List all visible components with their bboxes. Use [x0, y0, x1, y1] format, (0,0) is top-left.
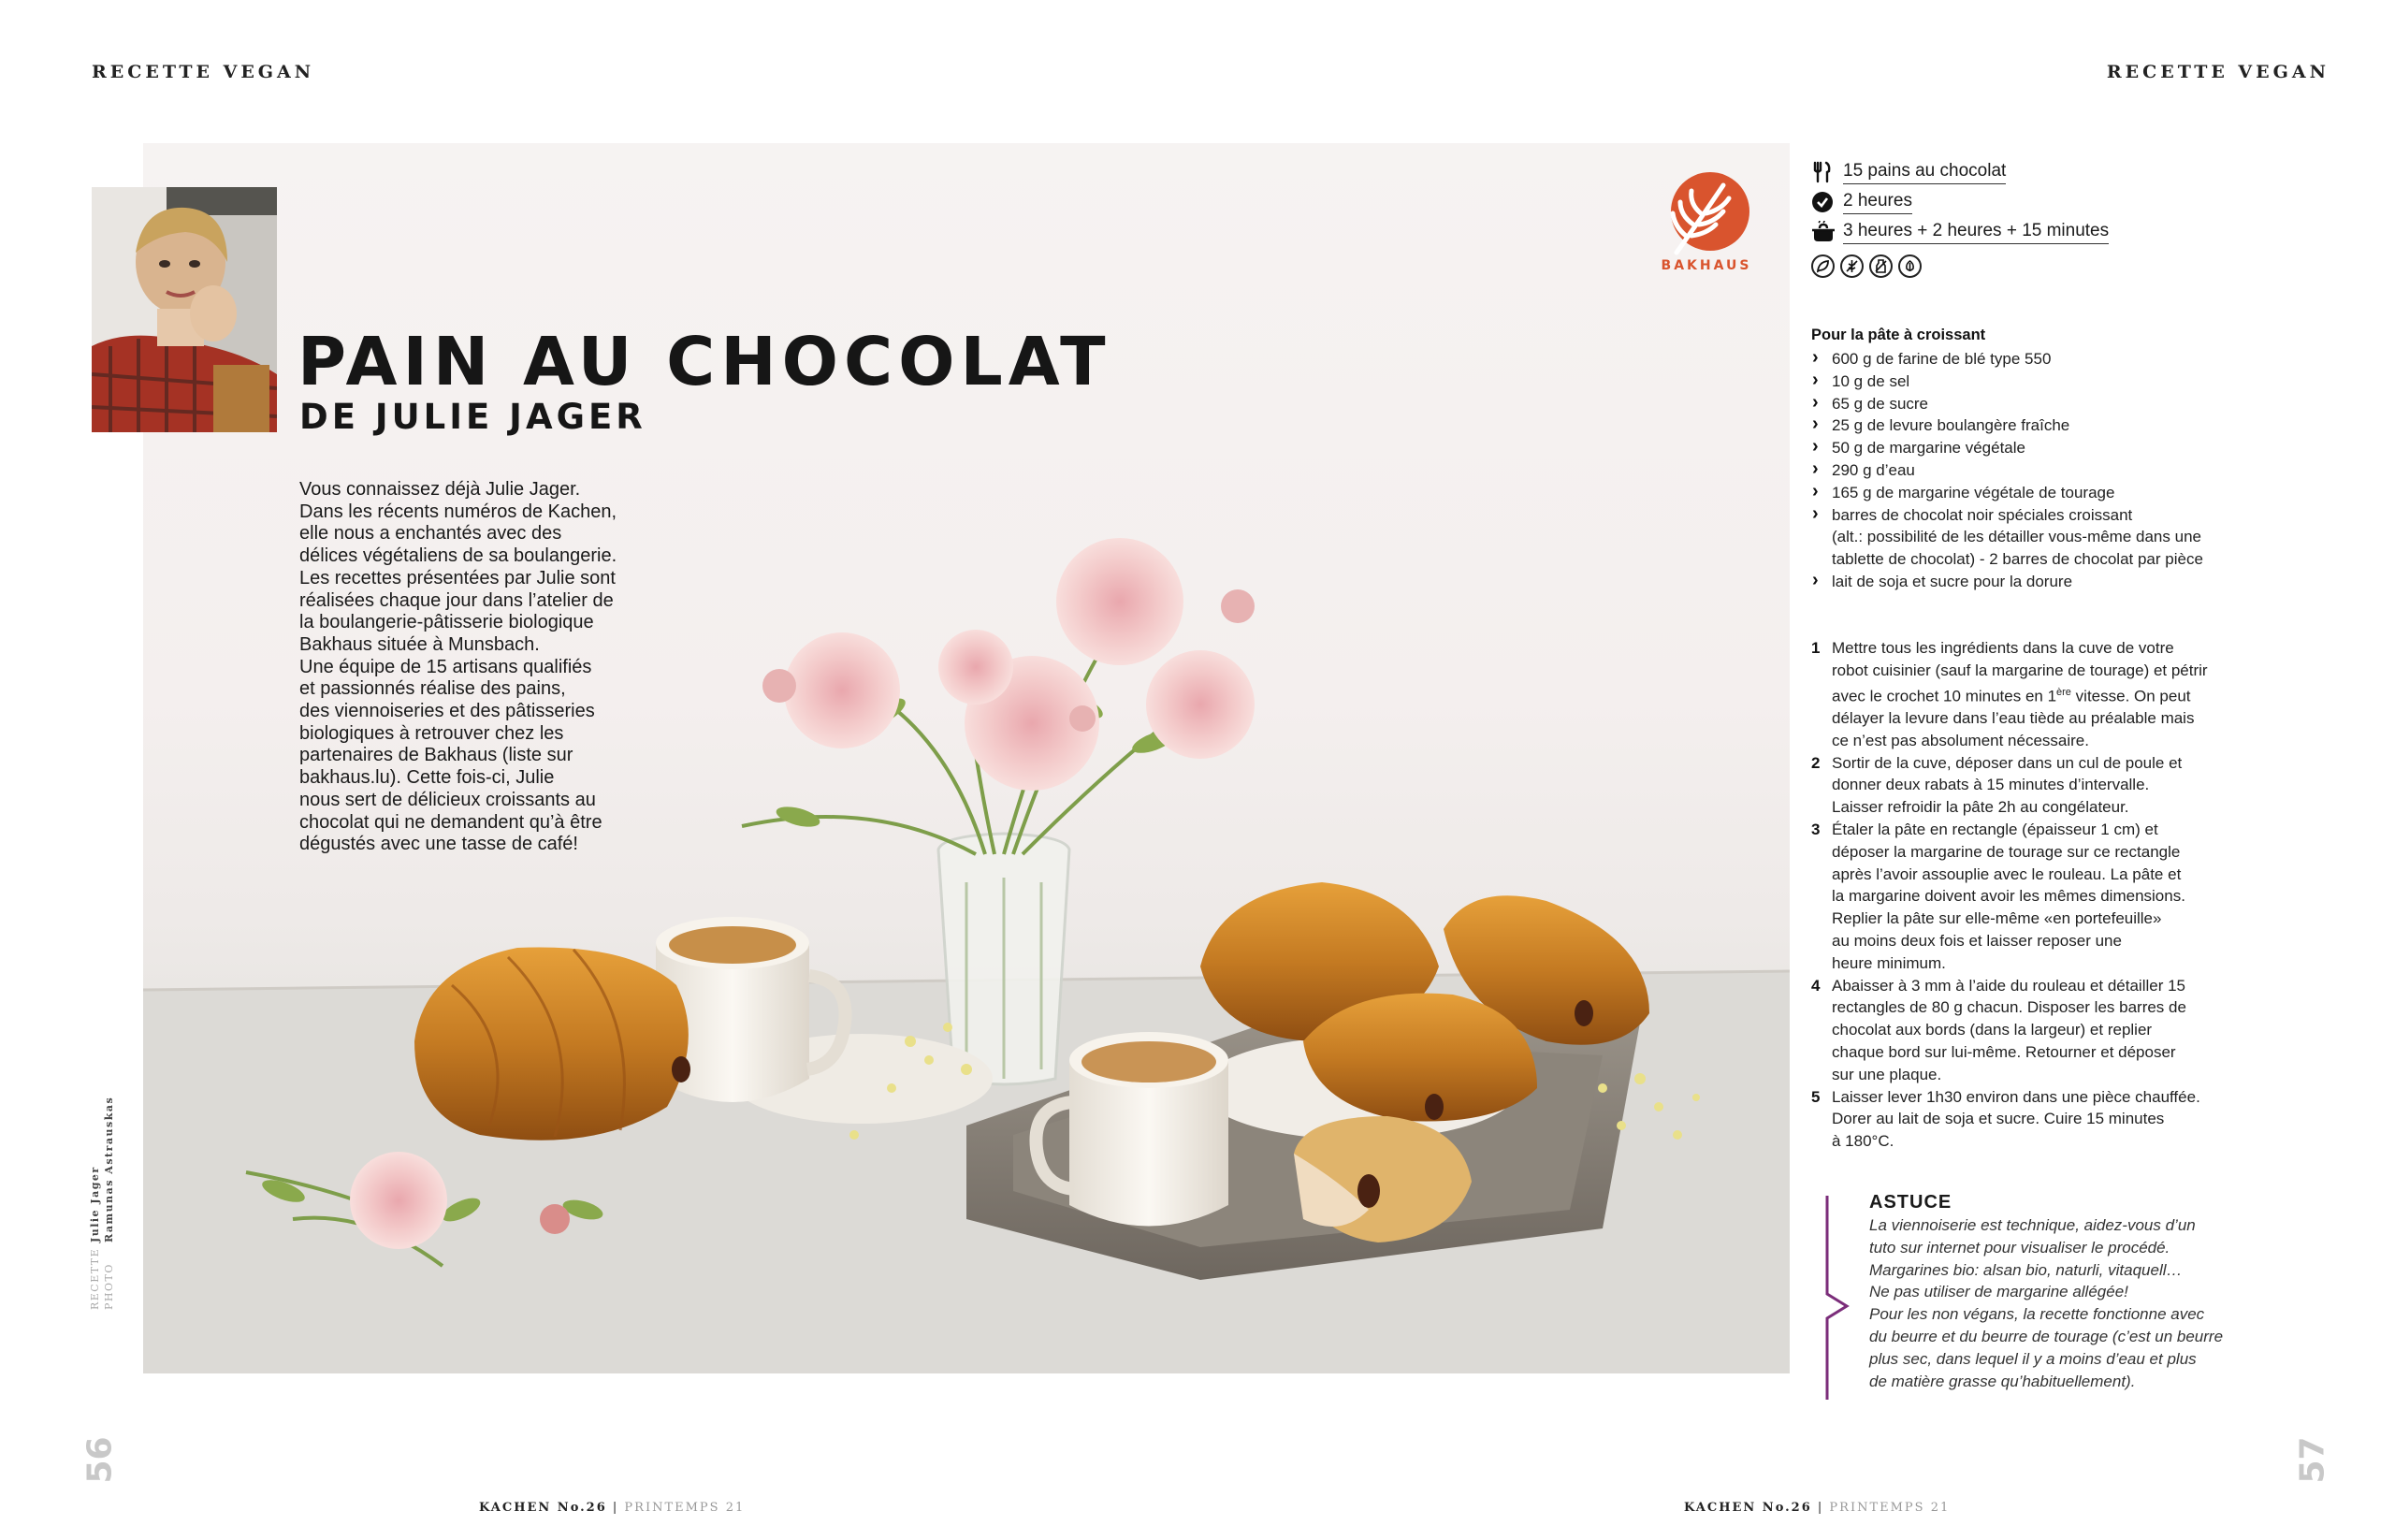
ingredient-item: › lait de soja et sucre pour la dorure	[1811, 571, 2279, 593]
step-line: robot cuisinier (sauf la margarine de tourage) et pétrir	[1832, 661, 2208, 679]
step-2	[1811, 752, 2279, 819]
intro-line: Les recettes présentées par Julie sont	[299, 567, 616, 588]
ingredients-list	[1811, 348, 2279, 593]
tip-line: tuto sur internet pour visualiser le procédé.	[1869, 1238, 2170, 1257]
check-circle-icon	[1811, 190, 1839, 214]
step-line: la margarine doivent avoir les mêmes dimensions.	[1832, 887, 2185, 906]
diet-badges	[1811, 254, 2109, 278]
step-4	[1811, 975, 2279, 1086]
ingredient-item: › 25 g de levure boulangère fraîche	[1811, 414, 2279, 437]
folio-magazine: KACHEN No.26	[479, 1501, 607, 1515]
folio-issue: PRINTEMPS 21	[624, 1501, 746, 1515]
step-line: Laisser lever 1h30 environ dans une pièce chauffée.	[1832, 1087, 2200, 1106]
step-number: 5	[1811, 1087, 1821, 1106]
author-portrait	[92, 187, 277, 432]
intro-line: réalisées chaque jour dans l’atelier de	[299, 589, 614, 611]
recipe-meta	[1811, 157, 2109, 278]
photo-credits	[88, 1095, 116, 1310]
tip-bracket	[1824, 1196, 1852, 1402]
tip-text	[1869, 1214, 2281, 1392]
credit-recipe-label: RECETTE	[89, 1247, 101, 1310]
step-line: après l’avoir assouplie avec le rouleau. La pâte et	[1832, 864, 2182, 883]
intro-line: chocolat qui ne demandent qu’à être	[299, 811, 602, 833]
step-5	[1811, 1086, 2279, 1153]
credit-recipe	[88, 1095, 102, 1310]
step-line: Abaisser à 3 mm à l’aide du rouleau et détailler 15	[1832, 976, 2185, 995]
step-line: déposer la margarine de tourage sur ce rectangle	[1832, 842, 2181, 861]
prep-time-text: 2 heures	[1843, 191, 1912, 214]
intro-line: Vous connaissez déjà Julie Jager.	[299, 479, 581, 500]
step-line: Replier la pâte sur elle-même «en portefeuille»	[1832, 909, 2162, 928]
no-gluten-icon	[1840, 254, 1864, 278]
step-line: Étaler la pâte en rectangle (épaisseur 1 cm) et	[1832, 821, 2158, 839]
no-dairy-icon	[1869, 254, 1893, 278]
step-line: Laisser refroidir la pâte 2h au congélateur.	[1832, 798, 2129, 817]
intro-line: elle nous a enchantés avec des	[299, 523, 562, 545]
intro-line: dégustés avec une tasse de café!	[299, 834, 578, 855]
folio-separator: |	[1811, 1501, 1830, 1515]
bakhaus-logo-text: BAKHAUS	[1661, 258, 1752, 273]
credit-photo	[102, 1095, 116, 1310]
cooking-pot-icon	[1811, 220, 1839, 244]
folio-left	[479, 1501, 745, 1515]
prep-time-row	[1811, 187, 2109, 217]
intro-line: et passionnés réalise des pains,	[299, 678, 566, 700]
step-line: Mettre tous les ingrédients dans la cuve de votre	[1832, 639, 2174, 657]
ingredient-item: › 165 g de margarine végétale de tourage	[1811, 482, 2279, 504]
tip-title: ASTUCE	[1869, 1192, 1952, 1213]
step-number: 1	[1811, 639, 1821, 657]
recipe-title: PAIN AU CHOCOLAT	[298, 323, 1111, 400]
intro-line: Bakhaus située à Munsbach.	[299, 633, 540, 655]
step-line: heure minimum.	[1832, 953, 1946, 972]
ingredient-note-line: tablette de chocolat) - 2 barres de chocolat par pièce	[1832, 550, 2203, 569]
ingredient-item: › 10 g de sel	[1811, 370, 2279, 393]
page-number-right: 57	[2293, 1436, 2332, 1484]
rest-time-row	[1811, 217, 2109, 247]
credit-recipe-value: Julie Jager	[89, 1166, 101, 1242]
author-portrait-illustration	[92, 187, 277, 432]
step-line: délayer la levure dans l’eau tiède au préalable mais	[1832, 709, 2195, 728]
credit-photo-label: PHOTO	[103, 1263, 115, 1310]
wheat-logo-icon	[1658, 168, 1755, 262]
step-line: ce n’est pas absolument nécessaire.	[1832, 731, 2089, 749]
ingredient-item-chocolate	[1811, 504, 2279, 571]
step-number: 4	[1811, 976, 1821, 995]
organic-icon	[1898, 254, 1922, 278]
ingredient-item: › 65 g de sucre	[1811, 393, 2279, 415]
intro-line: Dans les récents numéros de Kachen,	[299, 501, 617, 522]
step-line: rectangles de 80 g chacun. Disposer les barres de	[1832, 998, 2186, 1017]
step-1	[1811, 637, 2279, 752]
folio-right	[1684, 1501, 1950, 1515]
ingredients-heading: Pour la pâte à croissant	[1811, 327, 1986, 343]
servings-text: 15 pains au chocolat	[1843, 161, 2006, 184]
tip-line: plus sec, dans lequel il y a moins d’eau et plus	[1869, 1349, 2197, 1368]
ingredient-item: › 290 g d’eau	[1811, 459, 2279, 482]
ingredient-item: › 600 g de farine de blé type 550	[1811, 348, 2279, 370]
folio-separator: |	[606, 1501, 625, 1515]
step-number: 3	[1811, 821, 1821, 839]
intro-paragraph	[299, 479, 711, 856]
step-3	[1811, 819, 2279, 975]
step-line: donner deux rabats à 15 minutes d’intervalle.	[1832, 776, 2150, 794]
tip-line: Margarines bio: alsan bio, naturli, vitaquell…	[1869, 1260, 2183, 1279]
preparation-steps	[1811, 637, 2279, 1153]
step-line: chaque bord sur lui-même. Retourner et déposer	[1832, 1043, 2176, 1061]
tip-line: du beurre et du beurre de tourage (c’est un beurre	[1869, 1327, 2224, 1345]
step-number: 2	[1811, 753, 1821, 772]
intro-line: nous sert de délicieux croissants au	[299, 789, 596, 810]
running-head-right: RECETTE VEGAN	[2106, 62, 2330, 82]
intro-line: délices végétaliens de sa boulangerie.	[299, 545, 617, 567]
servings-row	[1811, 157, 2109, 187]
vegan-leaf-icon	[1811, 254, 1835, 278]
intro-line: la boulangerie-pâtisserie biologique	[299, 612, 594, 633]
page-number-left: 56	[80, 1436, 120, 1484]
tip-line: Ne pas utiliser de margarine allégée!	[1869, 1283, 2128, 1301]
ingredient-note-line: (alt.: possibilité de les détailler vous-même dans une	[1832, 528, 2201, 546]
rest-time-text: 3 heures + 2 heures + 15 minutes	[1843, 221, 2109, 244]
tip-line: Pour les non végans, la recette fonctionne avec	[1869, 1305, 2205, 1324]
cutlery-icon	[1811, 160, 1839, 184]
ingredient-item-text: barres de chocolat noir spéciales croissant	[1832, 505, 2133, 524]
credit-photo-value: Ramunas Astrauskas	[103, 1096, 115, 1242]
step-line: sur une plaque.	[1832, 1065, 1942, 1083]
folio-magazine: KACHEN No.26	[1684, 1501, 1812, 1515]
step-line: au moins deux fois et laisser reposer une	[1832, 932, 2122, 951]
intro-line: Une équipe de 15 artisans qualifiés	[299, 656, 592, 677]
step-line: Sortir de la cuve, déposer dans un cul de poule et	[1832, 753, 2183, 772]
ingredient-item: › 50 g de margarine végétale	[1811, 437, 2279, 459]
intro-line: partenaires de Bakhaus (liste sur	[299, 745, 573, 766]
folio-issue: PRINTEMPS 21	[1829, 1501, 1951, 1515]
tip-line: de matière grasse qu’habituellement).	[1869, 1372, 2136, 1390]
intro-line: des viennoiseries et des pâtisseries	[299, 701, 595, 722]
intro-line: bakhaus.lu). Cette fois-ci, Julie	[299, 767, 555, 789]
intro-line: biologiques à retrouver chez les	[299, 722, 564, 744]
recipe-subtitle: DE JULIE JAGER	[299, 397, 646, 437]
step-line: à 180°C.	[1832, 1132, 1894, 1151]
running-head-left: RECETTE VEGAN	[92, 62, 315, 82]
step-line: Dorer au lait de soja et sucre. Cuire 15 minutes	[1832, 1110, 2165, 1128]
step-line: chocolat aux bords (dans la largeur) et replier	[1832, 1021, 2153, 1039]
step-line: avec le crochet 10 minutes en 1ère vitesse. On peut	[1832, 686, 2191, 705]
tip-line: La viennoiserie est technique, aidez-vous d’un	[1869, 1216, 2196, 1234]
